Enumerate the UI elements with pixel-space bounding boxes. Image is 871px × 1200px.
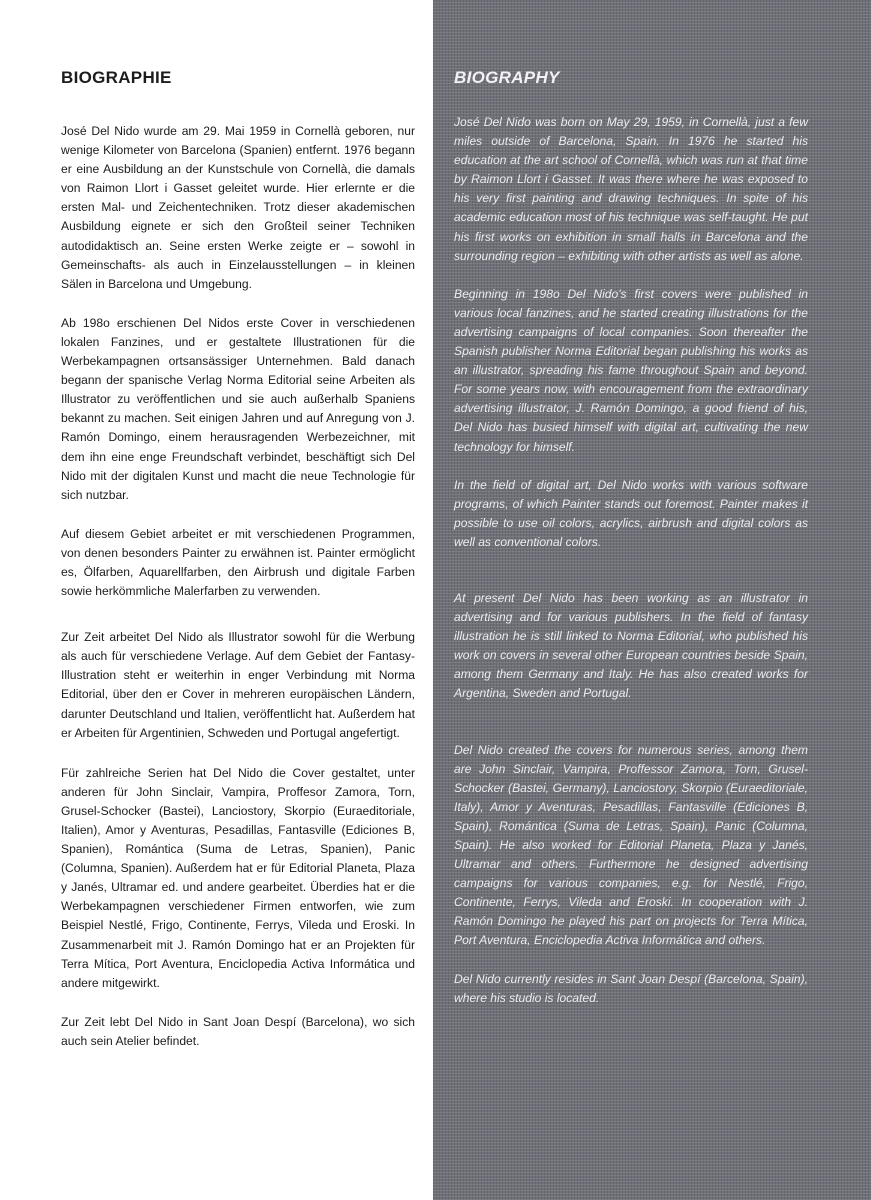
english-heading: BIOGRAPHY	[454, 68, 560, 87]
german-paragraph-3: Auf diesem Gebiet arbeitet er mit verschiedenen Programmen, von denen besonders Painter zu erwähnen ist. Painter ermöglicht es, Ölfarben, Aquarellfarben, den Airbrush und digitale Farben sowie herkömmliche Malerfarben zu verwenden.	[61, 526, 415, 599]
english-paragraph-6: Del Nido currently resides in Sant Joan Despí (Barcelona, Spain), where his studio is located.	[454, 971, 808, 1005]
german-paragraph-4: Zur Zeit arbeitet Del Nido als Illustrator sowohl für die Werbung als auch für verschiedene Verlage. Auf dem Gebiet der Fantasy-Illustration steht er weiterhin in enger Verbindung mit Norma Editorial, über den er Cover in mehreren europäischen Ländern, darunter Deutschland und Italien, veröffentlicht hat. Außerdem hat er Arbeiten für Argentinien, Schweden und Portugal angefertigt.	[61, 630, 415, 740]
german-heading: BIOGRAPHIE	[61, 68, 172, 87]
german-paragraph-2: Ab 198o erschienen Del Nidos erste Cover in verschiedenen lokalen Fanzines, und er gestaltete Illustrationen für die Werbekampagnen ortsansässiger Unternehmen. Bald danach begann der spanische Verlag Norma Editorial seine Arbeiten als Illustrator zu veröffentlichen und sie auch außerhalb Spaniens bekannt zu machen. Seit einigen Jahren und auf Anregung von J. Ramón Domingo, einem herausragenden Werbezeichner, mit dem ihn eine enge Freundschaft verbindet, beschäftigt sich Del Nido mit der digitalen Kunst und macht die neue Technologie für sich nutzbar.	[61, 315, 415, 502]
english-paragraph-3: In the field of digital art, Del Nido works with various software programs, of which Painter stands out foremost. Painter makes it possible to use oil colors, acrylics, airbrush and digital colors as well as conventional colors.	[454, 477, 808, 549]
german-paragraph-1: José Del Nido wurde am 29. Mai 1959 in Cornellà geboren, nur wenige Kilometer von Barcelona (Spanien) entfernt. 1976 begann er eine Ausbildung an der Kunstschule von Cornellà, die damals von Raimon Llort i Gasset geleitet wurde. Hier erlernte er die ersten Mal- und Zeichentechniken. Trotz dieser akademischen Ausbildung eignete er sich den Großteil seiner Techniken autodidaktisch an. Seine ersten Werke zeigte er – sowohl in Gemeinschafts- als auch in Einzelausstellungen – in kleinen Sälen in Barcelona und Umgebung.	[61, 124, 415, 291]
english-paragraph-5: Del Nido created the covers for numerous series, among them are John Sinclair, Vampira, Proffessor Zamora, Torn, Grusel-Schocker (Bastei, Germany), Lanciostory, Skorpio (Euraeditoriale, Italy), Amor y Aventuras, Pesadillas, Fantasville (Ediciones B, Spain), Romántica (Suma de Letras, Spain), Panic (Columna, Spain). He also worked for Editorial Planeta, Plaza y Janés, Ultramar and others. Furthermore he designed advertising campaigns for various companies, e.g. for Nestlé, Frigo, Continente, Ferrys, Vileda and Eroski. In cooperation with J. Ramón Domingo he played his part on projects for Terra Mítica, Port Aventura, Enciclopedia Activa Informática and others.	[454, 742, 808, 948]
german-paragraph-6: Zur Zeit lebt Del Nido in Sant Joan Despí (Barcelona), wo sich auch sein Atelier befindet.	[61, 1014, 415, 1048]
english-column	[454, 68, 808, 1027]
english-paragraph-4: At present Del Nido has been working as an illustrator in advertising and for various publishers. In the field of fantasy illustration he is still linked to Norma Editorial, who published his work on covers in several other European countries beside Spain, among them Germany and Italy. He has also created works for Argentina, Sweden and Portugal.	[454, 590, 808, 701]
german-column	[61, 68, 415, 1071]
english-paragraph-1: José Del Nido was born on May 29, 1959, in Cornellà, just a few miles outside of Barcelona, Spain. In 1976 he started his education at the art school of Cornellà, which was run at that time by Raimon Llort i Gasset. It was there where he was exposed to his very first painting and drawing techniques. In spite of his academic education most of his technique was self-taught. He put his first works on exhibition in small halls in Barcelona and the surrounding region – exhibiting with other artists as well as alone.	[454, 115, 808, 263]
german-paragraph-5: Für zahlreiche Serien hat Del Nido die Cover gestaltet, unter anderen für John Sinclair, Vampira, Proffesor Zamora, Torn, Grusel-Schocker (Bastei), Lanciostory, Skorpio (Euraeditoriale, Italien), Amor y Aventuras, Pesadillas, Fantasville (Ediciones B, Spanien), Romántica (Suma de Letras, Spanien), Panic (Columna, Spanien). Außerdem hat er für Editorial Planeta, Plaza y Janés, Ultramar ed. und andere gearbeitet. Überdies hat er die Werbekampagnen verschiedener Firmen entworfen, wie zum Beispiel Nestlé, Frigo, Continente, Ferrys, Vileda und Eroski. In Zusammenarbeit mit J. Ramón Domingo hat er an Projekten für Terra Mítica, Port Aventura, Enciclopedia Activa Informática und andere mitgewirkt.	[61, 765, 415, 990]
english-paragraph-2: Beginning in 198o Del Nido's first covers were published in various local fanzines, and he started creating illustrations for the advertising campaigns of local companies. Soon thereafter the Spanish publisher Norma Editorial began publishing his works as an illustrator, spreading his fame throughout Spain and beyond. For some years now, with encouragement from the extraordinary advertising illustrator, J. Ramón Domingo, a good friend of his, Del Nido has busied himself with digital art, cultivating the new technology for himself.	[454, 286, 808, 454]
